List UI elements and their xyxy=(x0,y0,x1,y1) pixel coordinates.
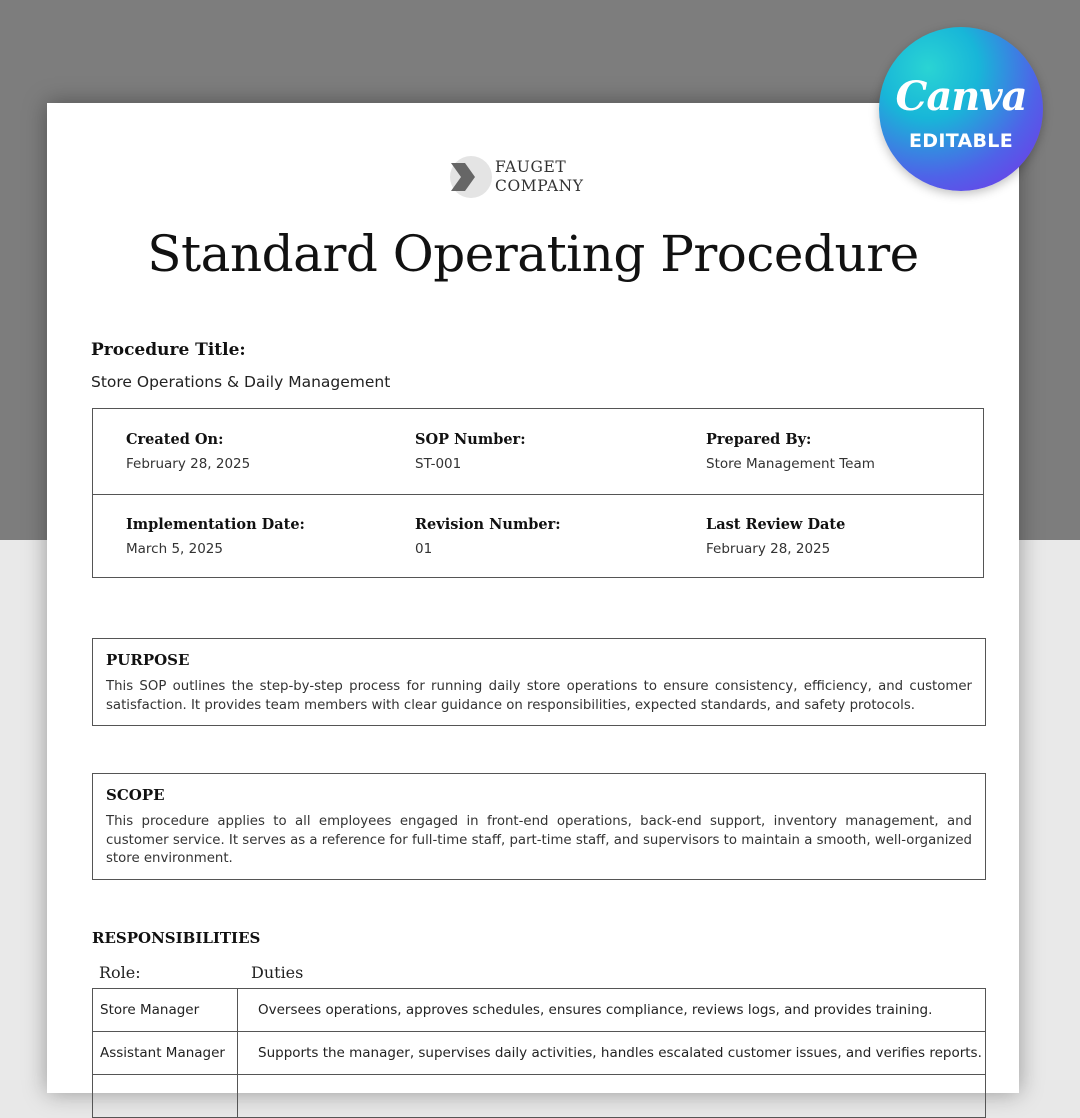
duties-cell: Supports the manager, supervises daily activities, handles escalated customer issues, and verifies reports. xyxy=(238,1032,986,1075)
created-on-label: Created On: xyxy=(126,431,224,448)
role-cell: Assistant Manager xyxy=(93,1032,238,1075)
prepared-by-value: Store Management Team xyxy=(706,456,875,472)
prepared-by-field xyxy=(706,431,875,472)
scope-section xyxy=(92,773,986,880)
document-info-box xyxy=(92,408,984,578)
responsibilities-heading: RESPONSIBILITIES xyxy=(92,929,261,947)
duties-cell xyxy=(238,1075,986,1118)
info-row xyxy=(93,409,983,495)
created-on-field xyxy=(126,431,250,472)
implementation-date-field xyxy=(126,516,305,557)
revision-number-field xyxy=(415,516,561,557)
implementation-date-label: Implementation Date: xyxy=(126,516,305,533)
duties-column-header: Duties xyxy=(251,963,304,982)
canva-editable-badge xyxy=(879,27,1043,191)
role-cell xyxy=(93,1075,238,1118)
procedure-title-label: Procedure Title: xyxy=(91,340,246,360)
sop-number-value: ST-001 xyxy=(415,456,462,472)
revision-number-label: Revision Number: xyxy=(415,516,561,533)
role-column-header: Role: xyxy=(99,963,141,982)
responsibilities-table xyxy=(92,988,986,1118)
company-logo xyxy=(449,153,584,201)
scope-heading: SCOPE xyxy=(106,786,165,804)
table-row xyxy=(93,989,986,1032)
purpose-heading: PURPOSE xyxy=(106,651,190,669)
last-review-date-field xyxy=(706,516,845,557)
company-name xyxy=(495,158,584,196)
revision-number-value: 01 xyxy=(415,541,433,557)
procedure-title-value: Store Operations & Daily Management xyxy=(91,373,391,391)
company-name-line1: FAUGET xyxy=(495,158,567,176)
created-on-value: February 28, 2025 xyxy=(126,456,251,472)
info-row xyxy=(93,494,983,579)
last-review-date-label: Last Review Date xyxy=(706,516,846,533)
sop-number-field xyxy=(415,431,526,472)
purpose-section xyxy=(92,638,986,726)
canva-logo-text: Canva xyxy=(895,73,1027,120)
scope-text: This procedure applies to all employees engaged in front-end operations, back-end support, inventory management, and customer service. It serves as a reference for full-time staff, part-time staff, and supervisors to maintain a smooth, well-organized store environment. xyxy=(106,814,972,866)
document-title: Standard Operating Procedure xyxy=(147,225,919,283)
editable-label: EDITABLE xyxy=(909,130,1013,152)
duties-cell: Oversees operations, approves schedules, ensures compliance, reviews logs, and provides training. xyxy=(238,989,986,1032)
implementation-date-value: March 5, 2025 xyxy=(126,541,223,557)
table-row xyxy=(93,1032,986,1075)
document-page xyxy=(47,103,1019,1093)
chevron-right-icon xyxy=(449,155,493,199)
prepared-by-label: Prepared By: xyxy=(706,431,812,448)
sop-number-label: SOP Number: xyxy=(415,431,526,448)
table-row xyxy=(93,1075,986,1118)
role-cell: Store Manager xyxy=(93,989,238,1032)
purpose-text: This SOP outlines the step-by-step process for running daily store operations to ensure consistency, efficiency, and customer satisfaction. It provides team members with clear guidance on responsibilities, expected standards, and safety protocols. xyxy=(106,679,972,713)
last-review-date-value: February 28, 2025 xyxy=(706,541,831,557)
company-name-line2: COMPANY xyxy=(495,177,584,195)
